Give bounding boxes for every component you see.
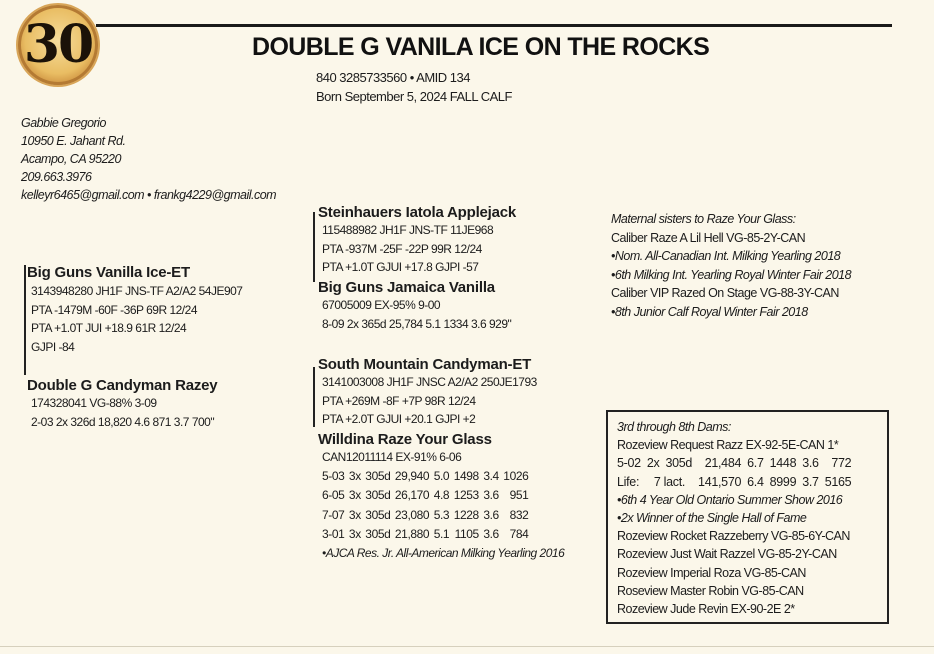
cell: 1448 [769,456,797,471]
cell: 3x [348,507,361,522]
cell: 305d [365,488,391,502]
cell: 5.3 [433,507,450,522]
sires-sire-bracket [313,212,315,282]
cell: 3.6 [483,488,499,502]
cell: 1253 [453,488,479,502]
cell: 21,484 [704,456,742,471]
sires-dam-line: 67005009 EX-95% 9-00 [322,298,441,312]
cell: 5.1 [433,527,450,541]
dams-sire-block [318,356,537,429]
dam-line: 2-03 2x 326d 18,820 4.6 871 3.7 700" [31,414,215,429]
cell: 6-05 [322,488,345,502]
cell: 3x [348,468,361,483]
dams-dam-award: •AJCA Res. Jr. All-American Milking Yearling 2016 [322,545,565,560]
dam-name: Double G Candyman Razey [27,377,218,394]
cell: 3.7 [802,474,819,489]
owner-city: Acampo, CA 95220 [21,152,121,166]
sires-dam-line: 8-09 2x 365d 25,784 5.1 1334 3.6 929" [322,316,512,331]
sire-block [27,264,242,356]
cell: 3x [348,527,361,541]
dams-sire-line: PTA +269M -8F +7P 98R 12/24 [322,393,476,408]
cell: 29,940 [394,468,430,483]
record-row [617,473,857,491]
cell: 305d [365,507,391,522]
dams-box-heading: 3rd through 8th Dams: [617,420,731,434]
animal-name: DOUBLE G VANILA ICE ON THE ROCKS [252,33,710,61]
cell: 23,080 [394,507,430,522]
owner-address: 10950 E. Jahant Rd. [21,134,126,148]
record-row [322,525,533,545]
sire-name: Big Guns Vanilla Ice-ET [27,264,190,281]
cell: 305d [665,456,693,471]
cell: 5-03 [322,468,345,483]
dams-sire-name: South Mountain Candyman-ET [318,356,532,373]
cell: 7-07 [322,507,345,522]
registration-line: 840 3285733560 • AMID 134 [316,70,470,85]
owner-phone: 209.663.3976 [21,170,92,184]
sires-sire-block [318,204,516,277]
sires-sire-line: PTA +1.0T GJUI +17.8 GJPI -57 [322,260,479,274]
cell: 8999 [769,474,797,489]
cell: 1228 [453,507,479,522]
cell: 6.7 [747,456,764,471]
record-row [322,506,533,526]
header-rule [96,24,892,27]
cell: 951 [509,488,529,502]
lot-number: 30 [23,14,93,75]
owner-email[interactable]: kelleyr6465@gmail.com • frankg4229@gmail.com [21,188,277,202]
cell: 784 [509,527,529,541]
cell: 2x [646,456,660,471]
dams-dam-name: Willdina Raze Your Glass [318,431,492,448]
sister-award: •8th Junior Calf Royal Winter Fair 2018 [611,304,808,319]
cell: 5165 [824,474,852,489]
cell: 3x [348,488,361,502]
first-dam-name: Rozeview Request Razz EX-92-5E-CAN 1* [617,438,839,453]
lot-number-badge [18,5,98,85]
sister-award: •Nom. All-Canadian Int. Milking Yearling 2018 [611,249,841,263]
dam-entry: Rozeview Just Wait Razzel VG-85-2Y-CAN [617,547,837,562]
sire-line: PTA +1.0T JUI +18.9 61R 12/24 [31,321,187,335]
cell: 21,880 [394,527,430,541]
sister-award: •6th Milking Int. Yearling Royal Winter Fair 2018 [611,267,852,282]
maternal-sisters [611,210,852,319]
cell: 305d [365,527,391,541]
cell: 832 [509,507,529,522]
sister-name: Caliber Raze A Lil Hell VG-85-2Y-CAN [611,230,806,245]
sires-sire-name: Steinhauers Iatola Applejack [318,204,517,221]
cell: 3.6 [483,527,499,541]
dams-sire-bracket [313,367,315,427]
dams-dam-block [318,431,564,560]
cell: 3.6 [483,507,499,522]
dams-dam-records [322,467,533,545]
cell: 3.6 [802,456,819,471]
dams-box-award: •6th 4 Year Old Ontario Summer Show 2016 [617,492,843,507]
cell: 3.4 [483,468,499,483]
cell: 6.4 [747,474,764,489]
cell: 3-01 [322,527,345,541]
cell: Life: [617,474,640,489]
sires-dam-block [318,279,511,333]
cell: 772 [831,456,852,471]
cell: 1026 [503,468,529,483]
maternal-sisters-heading: Maternal sisters to Raze Your Glass: [611,212,796,226]
dams-sire-line: 3141003008 JH1F JNSC A2/A2 250JE1793 [322,375,537,389]
cell: 141,570 [698,474,742,489]
dam-entry: Rozeview Jude Revin EX-90-2E 2* [617,601,795,616]
cell: 7 lact. [653,474,686,489]
dam-block [27,377,217,431]
dams-sire-line: PTA +2.0T GJUI +20.1 GJPI +2 [322,412,476,426]
dam-entry: Rozeview Imperial Roza VG-85-CAN [617,565,806,580]
dam-entry: Rozeview Rocket Razzeberry VG-85-6Y-CAN [617,529,850,544]
sire-bracket [24,265,26,375]
cell: 26,170 [394,488,430,502]
dam-line: 174328041 VG-88% 3-09 [31,396,157,410]
record-row [617,454,857,472]
sires-dam-name: Big Guns Jamaica Vanilla [318,279,495,296]
cell: 5.0 [433,468,450,483]
owner-info [21,114,276,204]
first-dam-records [617,454,857,490]
dams-3-8-box [606,410,889,624]
cell: 1105 [454,527,479,541]
sire-line: 3143948280 JH1F JNS-TF A2/A2 54JE907 [31,284,243,298]
sister-name: Caliber VIP Razed On Stage VG-88-3Y-CAN [611,286,839,300]
owner-name: Gabbie Gregorio [21,116,106,130]
cell: 5-02 [617,456,641,471]
record-row [322,486,533,506]
sires-sire-line: 115488982 JH1F JNS-TF 11JE968 [322,223,494,237]
record-row [322,467,533,487]
cell: 4.8 [433,488,450,502]
birth-date-line: Born September 5, 2024 FALL CALF [316,89,512,104]
cell: 305d [365,468,391,483]
dams-dam-line: CAN12011114 EX-91% 6-06 [322,450,462,464]
dams-box-award: •2x Winner of the Single Hall of Fame [617,510,807,525]
sire-line: PTA -1479M -60F -36P 69R 12/24 [31,302,197,317]
page-bottom-rule [0,646,934,647]
sire-line: GJPI -84 [31,339,75,354]
cell: 1498 [453,468,479,483]
sires-sire-line: PTA -937M -25F -22P 99R 12/24 [322,241,482,256]
dam-entry: Roseview Master Robin VG-85-CAN [617,583,804,598]
